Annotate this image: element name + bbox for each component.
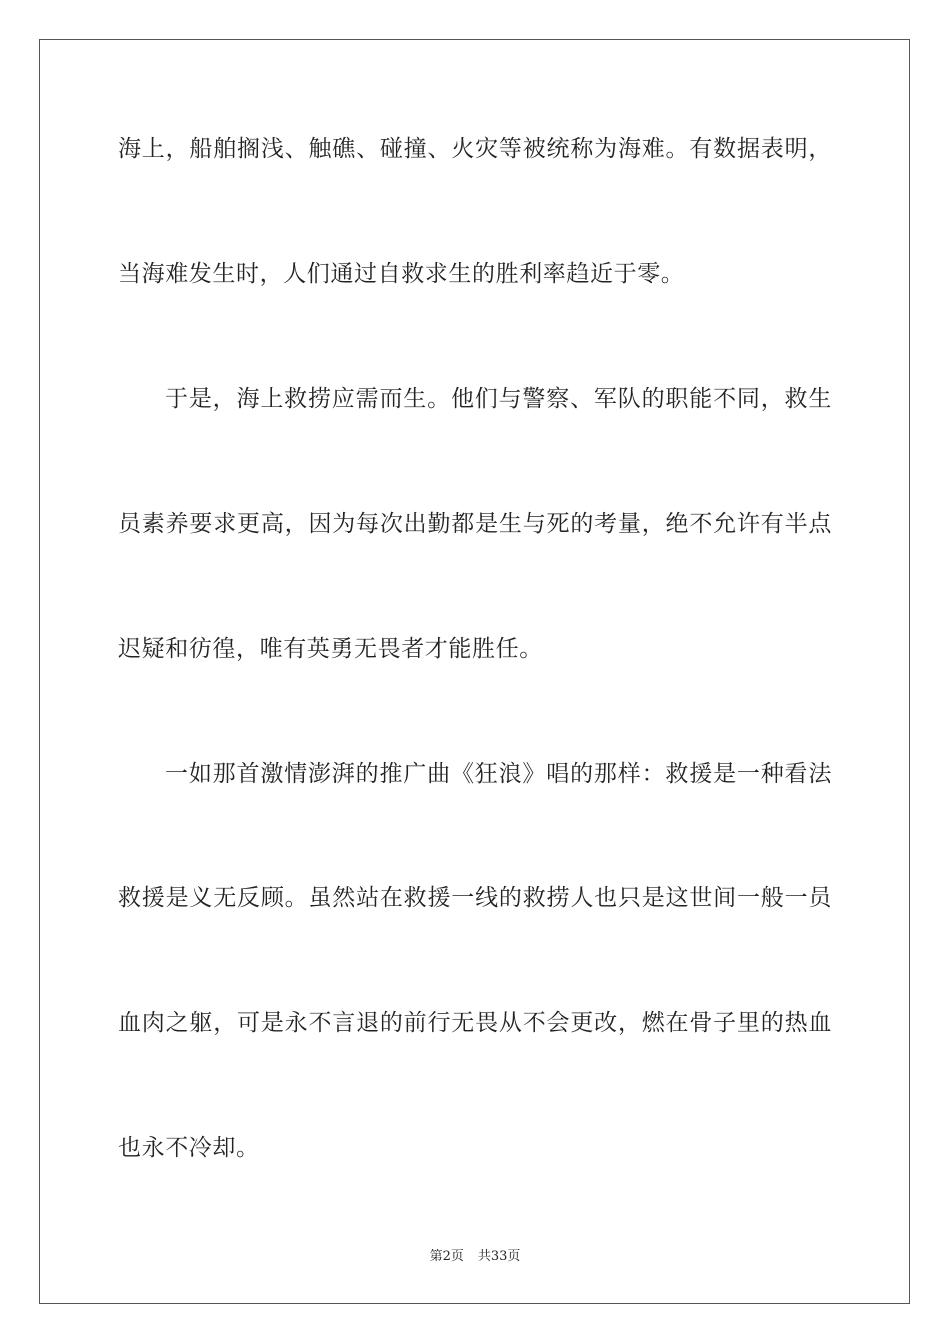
paragraph-1-line-2: 当海难发生时，人们通过自救求生的胜利率趋近于零。: [118, 261, 685, 287]
paragraph-1-line-1: 海上，船舶搁浅、触礁、碰撞、火灾等被统称为海难。有数据表明，: [118, 136, 832, 162]
paragraph-3-line-4: 也永不冷却。: [118, 1135, 260, 1161]
page-footer: [0, 1248, 950, 1266]
page-total: 共33页: [477, 1249, 521, 1264]
page-number: 第2页: [429, 1249, 464, 1264]
paragraph-2-line-1: 于是，海上救捞应需而生。他们与警察、军队的职能不同，救生: [165, 386, 832, 412]
paragraph-3-line-1: 一如那首激情澎湃的推广曲《狂浪》唱的那样：救援是一种看法: [165, 761, 832, 787]
paragraph-3-line-2: 救援是义无反顾。虽然站在救援一线的救捞人也只是这世间一般一员: [118, 885, 832, 911]
paragraph-2-line-2: 员素养要求更高，因为每次出勤都是生与死的考量，绝不允许有半点: [118, 511, 832, 537]
page-frame: [39, 39, 910, 1304]
paragraph-2-line-3: 迟疑和彷徨，唯有英勇无畏者才能胜任。: [118, 636, 543, 662]
paragraph-3-line-3: 血肉之躯，可是永不言退的前行无畏从不会更改，燃在骨子里的热血: [118, 1010, 832, 1036]
